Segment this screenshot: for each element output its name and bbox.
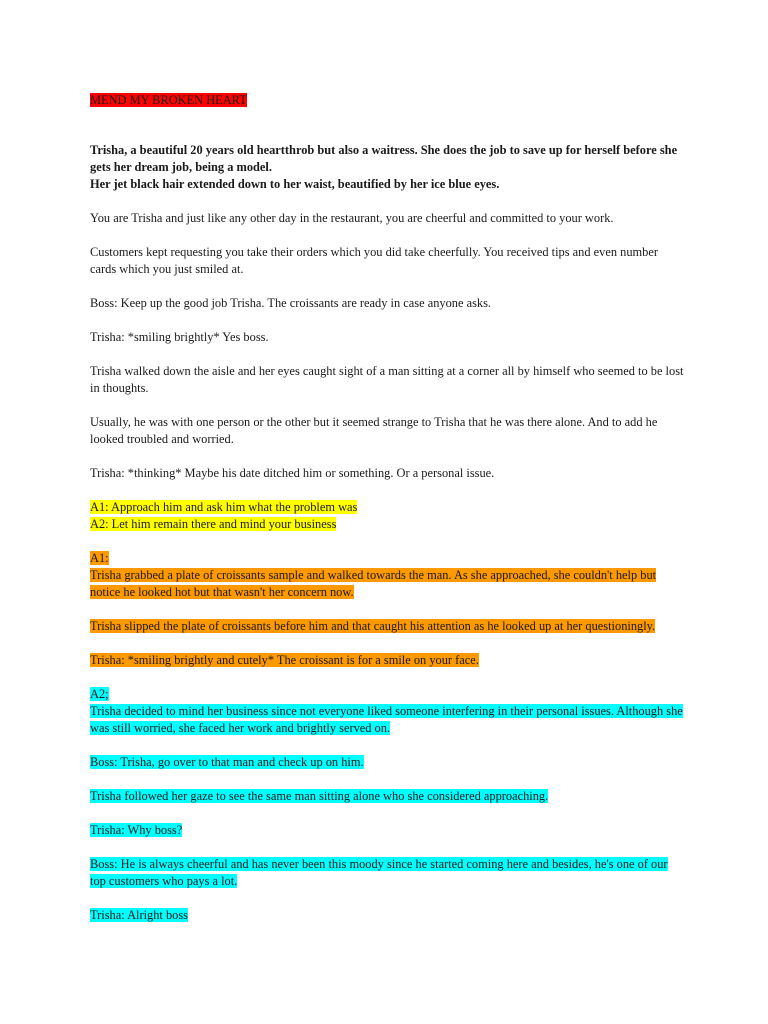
branch-a2-dialogue: Boss: He is always cheerful and has never been this moody since he started coming here and besides, he's one of our top customers who pays a lot. [90, 857, 668, 888]
branch-a2-paragraph: Trisha decided to mind her business since not everyone liked someone interfering in their personal issues. Although she was still worried, she faced her work and brightly served on. [90, 704, 683, 735]
intro-block [90, 142, 686, 193]
title-text: MEND MY BROKEN HEART [90, 93, 247, 107]
branch-a1-dialogue: Trisha: *smiling brightly and cutely* The croissant is for a smile on your face. [90, 653, 479, 667]
branch-a2-dialogue: Trisha: Why boss? [90, 823, 183, 837]
branch-a2-paragraph: Trisha followed her gaze to see the same man sitting alone who she considered approaching. [90, 789, 549, 803]
document-body [90, 92, 686, 941]
branch-a1-paragraph: Trisha grabbed a plate of croissants sample and walked towards the man. As she approached, she couldn't help but notice he looked hot but that wasn't her concern now. [90, 568, 657, 599]
branch-a1-paragraph: Trisha slipped the plate of croissants before him and that caught his attention as he looked up at her questioningly. [90, 619, 656, 633]
choice-a2: A2: Let him remain there and mind your business [90, 517, 337, 531]
choice-a1: A1: Approach him and ask him what the problem was [90, 500, 358, 514]
branch-a1-intro [90, 550, 686, 601]
intro-line: Her jet black hair extended down to her waist, beautified by her ice blue eyes. [90, 177, 500, 191]
story-paragraph: Customers kept requesting you take their orders which you did take cheerfully. You received tips and even number cards which you just smiled at. [90, 245, 658, 276]
dialogue-line: Trisha: *smiling brightly* Yes boss. [90, 330, 269, 344]
intro-line: Trisha, a beautiful 20 years old heartthrob but also a waitress. She does the job to save up for herself before she gets her dream job, being a model. [90, 143, 678, 174]
story-paragraph: Usually, he was with one person or the other but it seemed strange to Trisha that he was there alone. And to add he looked troubled and worried. [90, 415, 658, 446]
branch-a2-label: A2; [90, 687, 109, 701]
branch-a2-dialogue: Trisha: Alright boss [90, 908, 188, 922]
dialogue-line: Trisha: *thinking* Maybe his date ditched him or something. Or a personal issue. [90, 466, 495, 480]
branch-a2-intro [90, 686, 686, 737]
branch-a1-label: A1: [90, 551, 109, 565]
dialogue-line: Boss: Keep up the good job Trisha. The croissants are ready in case anyone asks. [90, 296, 492, 310]
document-title [90, 92, 686, 109]
branch-a2-dialogue: Boss: Trisha, go over to that man and check up on him. [90, 755, 364, 769]
story-paragraph: You are Trisha and just like any other day in the restaurant, you are cheerful and committed to your work. [90, 211, 614, 225]
story-paragraph: Trisha walked down the aisle and her eyes caught sight of a man sitting at a corner all by himself who seemed to be lost in thoughts. [90, 364, 684, 395]
choice-block [90, 499, 686, 533]
